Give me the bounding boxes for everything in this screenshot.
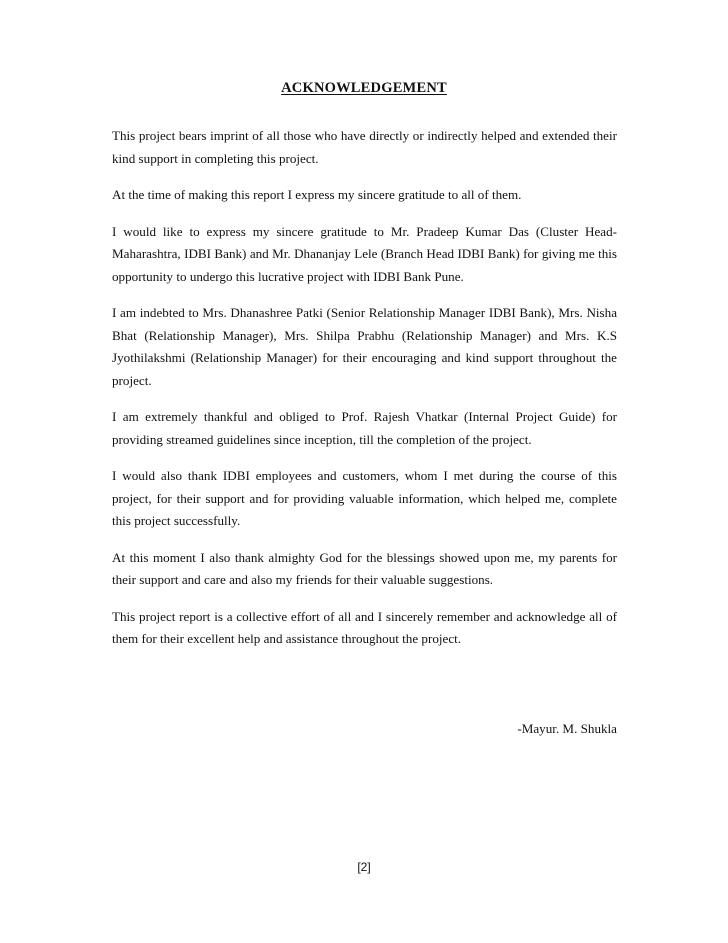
page-title: ACKNOWLEDGEMENT: [281, 80, 447, 96]
paragraph-8: This project report is a collective effort of all and I sincerely remember and acknowledge all of them for their excellent help and assistance throughout the project.: [112, 608, 617, 646]
acknowledgement-body: [112, 125, 617, 665]
paragraph-7: At this moment I also thank almighty God for the blessings showed upon me, my parents for their support and care and also my friends for their valuable suggestions.: [112, 549, 617, 587]
page-number: [2]: [357, 860, 371, 874]
signature: -Mayur. M. Shukla: [517, 721, 617, 736]
paragraph-1: This project bears imprint of all those who have directly or indirectly helped and extended their kind support in completing this project.: [112, 128, 617, 166]
paragraph-6: I would also thank IDBI employees and customers, whom I met during the course of this project, for their support and for providing valuable information, which helped me, complete this project successfully.: [112, 468, 617, 528]
paragraph-4: I am indebted to Mrs. Dhanashree Patki (Senior Relationship Manager IDBI Bank), Mrs. Nisha Bhat (Relationship Manager), Mrs. Shilpa Prabhu (Relationship Manager) and Mrs. K.S Jyothilakshmi (Relationship Manager) for their encouraging and kind support throughout the project.: [112, 305, 617, 388]
paragraph-2: At the time of making this report I express my sincere gratitude to all of them.: [112, 187, 522, 202]
paragraph-3: I would like to express my sincere gratitude to Mr. Pradeep Kumar Das (Cluster Head-Maharashtra, IDBI Bank) and Mr. Dhananjay Lele (Branch Head IDBI Bank) for giving me this opportunity to undergo this lucrative project with IDBI Bank Pune.: [112, 223, 617, 284]
paragraph-5: I am extremely thankful and obliged to Prof. Rajesh Vhatkar (Internal Project Guide) for providing streamed guidelines since inception, till the completion of the project.: [112, 409, 617, 447]
